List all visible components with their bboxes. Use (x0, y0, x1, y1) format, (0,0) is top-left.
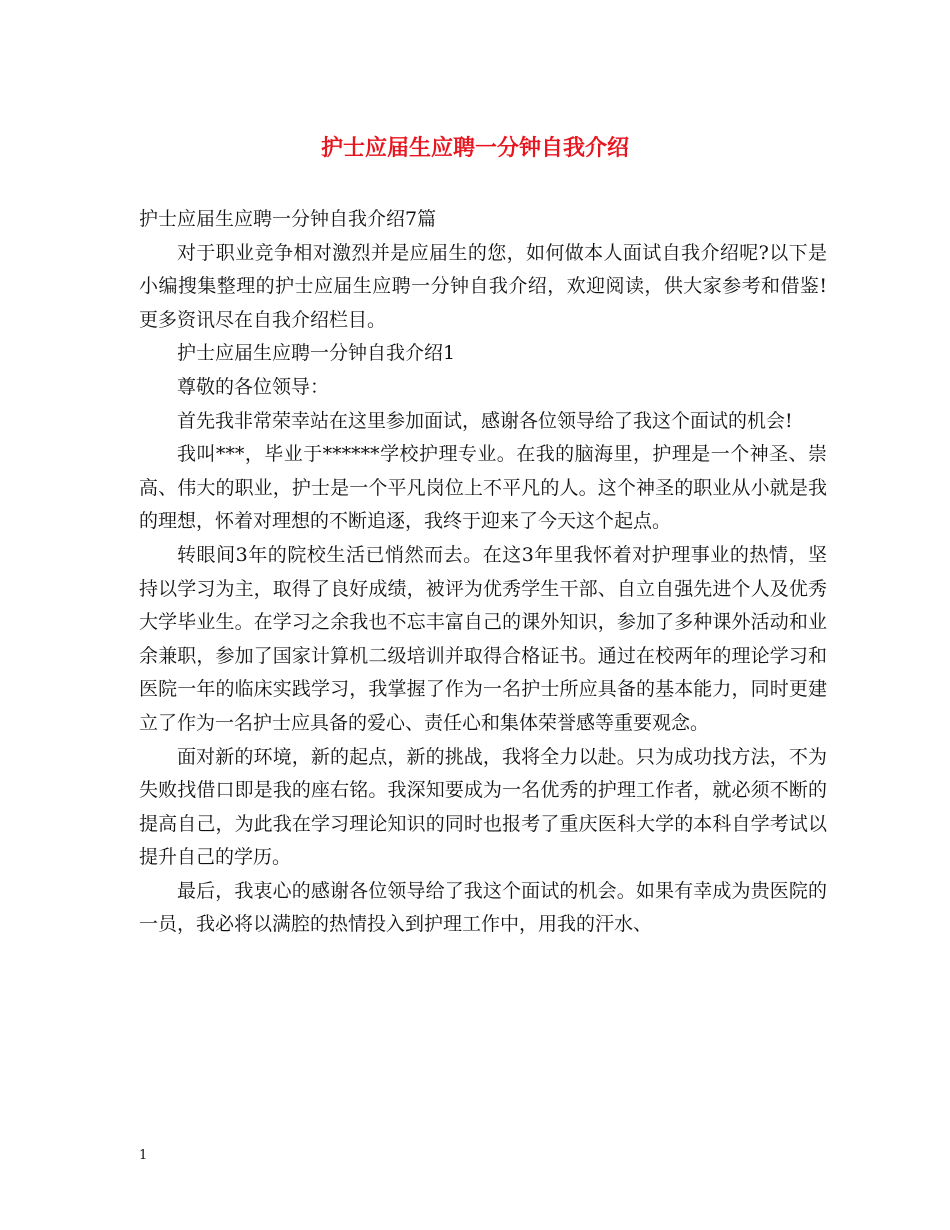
body-paragraph: 最后，我衷心的感谢各位领导给了我这个面试的机会。如果有幸成为贵医院的一员，我必将以满腔的热情投入到护理工作中，用我的汗水、 (139, 879, 827, 936)
section-heading: 护士应届生应聘一分钟自我介绍1 (177, 342, 456, 365)
body-paragraph: 我叫***，毕业于******学校护理专业。在我的脑海里，护理是一个神圣、崇高、伟大的职业，护士是一个平凡岗位上不平凡的人。这个神圣的职业从小就是我的理想，怀着对理想的不断追逐，我终于迎来了今天这个起点。 (139, 443, 827, 533)
page-number: 1 (139, 1148, 148, 1163)
body-paragraph: 转眼间3年的院校生活已悄然而去。在这3年里我怀着对护理事业的热情，坚持以学习为主，取得了良好成绩，被评为优秀学生干部、自立自强先进个人及优秀大学毕业生。在学习之余我也不忘丰富自己的课外知识，参加了多种课外活动和业余兼职，参加了国家计算机二级培训并取得合格证书。通过在校两年的理论学习和医院一年的临床实践学习，我掌握了作为一名护士所应具备的基本能力，同时更建立了作为一名护士应具备的爱心、责任心和集体荣誉感等重要观念。 (139, 543, 827, 734)
subtitle-paragraph: 护士应届生应聘一分钟自我介绍7篇 (139, 208, 437, 230)
intro-paragraph: 对于职业竞争相对激烈并是应届生的您，如何做本人面试自我介绍呢?以下是小编搜集整理的护士应届生应聘一分钟自我介绍，欢迎阅读，供大家参考和借鉴!更多资讯尽在自我介绍栏目。 (139, 241, 827, 331)
salutation-paragraph: 尊敬的各位领导： (177, 375, 330, 398)
document-title: 护士应届生应聘一分钟自我介绍 (320, 135, 629, 161)
body-paragraph: 面对新的环境，新的起点，新的挑战，我将全力以赴。只为成功找方法，不为失败找借口即是我的座右铭。我深知要成为一名优秀的护理工作者，就必须不断的提高自己，为此我在学习理论知识的同时也报考了重庆医科大学的本科自学考试以提升自己的学历。 (139, 745, 827, 869)
body-paragraph: 首先我非常荣幸站在这里参加面试，感谢各位领导给了我这个面试的机会! (177, 409, 793, 432)
document-body (139, 203, 827, 942)
